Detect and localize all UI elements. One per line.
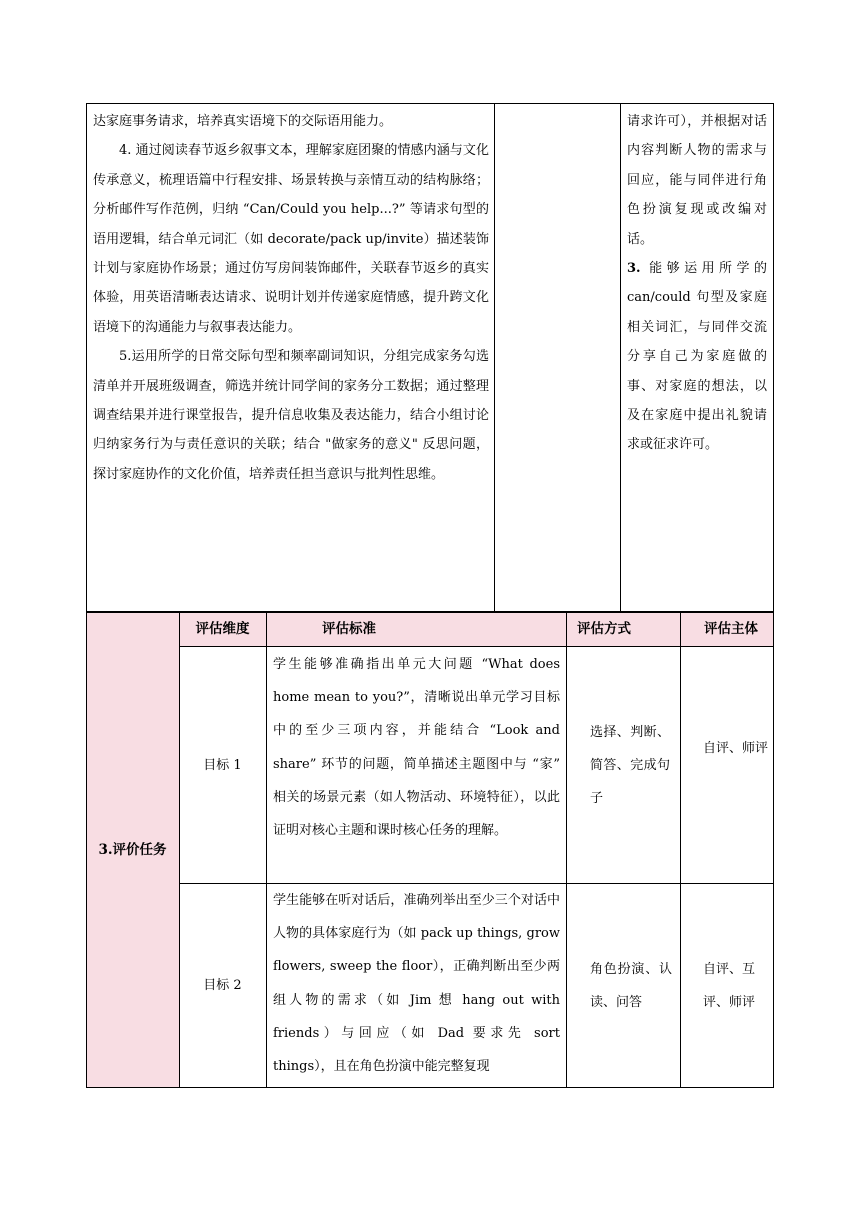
outcome-2-tail: 请求许可），并根据对话内容判断人物的需求与回应，能与同伴进行角色扮演复现或改编对话。 bbox=[627, 114, 767, 247]
header-dimension: 评估维度 bbox=[195, 621, 250, 637]
row-1-standard: 学生能够准确指出单元大问题 “What does home mean to you?”，清晰说出单元学习目标中的至少三项内容，并能结合 “Look and share” 环节的问题，简单描述主题图中与 “家” 相关的场景元素（如人物活动、环境特征），以此证明对核心主题和课时核心任务的理解。 bbox=[273, 657, 560, 839]
row-1-dimension: 目标 1 bbox=[203, 757, 242, 773]
row-1-method: 选择、判断、简答、完成句子 bbox=[590, 725, 670, 806]
section-label: 3.评价任务 bbox=[98, 841, 167, 858]
header-standard: 评估标准 bbox=[322, 621, 376, 637]
top-divider-1 bbox=[494, 103, 495, 612]
top-divider-2 bbox=[620, 103, 621, 612]
objective-5: 5.运用所学的日常交际句型和频率副词知识，分组完成家务勾选清单并开展班级调查，筛选并统计同学间的家务分工数据；通过整理调查结果并进行课堂报告，提升信息收集及表达能力，结合小组讨论归纳家务行为与责任意识的关联；结合 "做家务的意义" 反思问题，探讨家庭协作的文化价值，培养责任担当意识与批判性思维。 bbox=[93, 349, 489, 482]
objectives-text bbox=[93, 107, 489, 489]
outcome-3-text: 能够运用所学的 can/could 句型及家庭相关词汇，与同伴交流分享自己为家庭做的事、对家庭的想法，以及在家庭中提出礼貌请求或征求许可。 bbox=[627, 261, 767, 453]
row-2-dimension: 目标 2 bbox=[203, 978, 242, 993]
header-method: 评估方式 bbox=[577, 621, 631, 637]
outcomes-text bbox=[627, 107, 767, 460]
row-2-method: 角色扮演、认读、问答 bbox=[590, 962, 672, 1010]
objective-3-tail: 达家庭事务请求，培养真实语境下的交际语用能力。 bbox=[93, 114, 393, 129]
header-subject: 评估主体 bbox=[704, 621, 758, 637]
outcome-3-number: 3. bbox=[627, 261, 641, 277]
objective-4: 4. 通过阅读春节返乡叙事文本，理解家庭团聚的情感内涵与文化传承意义，梳理语篇中行程安排、场景转换与亲情互动的结构脉络；分析邮件写作范例，归纳 “Can/Could you help...?” 等请求句型的语用逻辑，结合单元词汇（如 decorate/pack up/invite）描述装饰计划与家庭协作场景；通过仿写房间装饰邮件，关联春节返乡的真实体验，用英语清晰表达请求、说明计划并传递家庭情感，提升跨文化语境下的沟通能力与叙事表达能力。 bbox=[93, 143, 489, 335]
row-2-subject: 自评、互评、师评 bbox=[703, 962, 756, 1010]
row-1-subject: 自评、师评 bbox=[703, 741, 769, 756]
row-2-standard: 学生能够在听对话后，准确列举出至少三个对话中人物的具体家庭行为（如 pack up things, grow flowers, sweep the floor），正确判断出至少两组人物的需求（如 Jim 想 hang out with friends）与回应（如 Dad 要求先 sort things），且在角色扮演中能完整复现 bbox=[273, 893, 560, 1075]
